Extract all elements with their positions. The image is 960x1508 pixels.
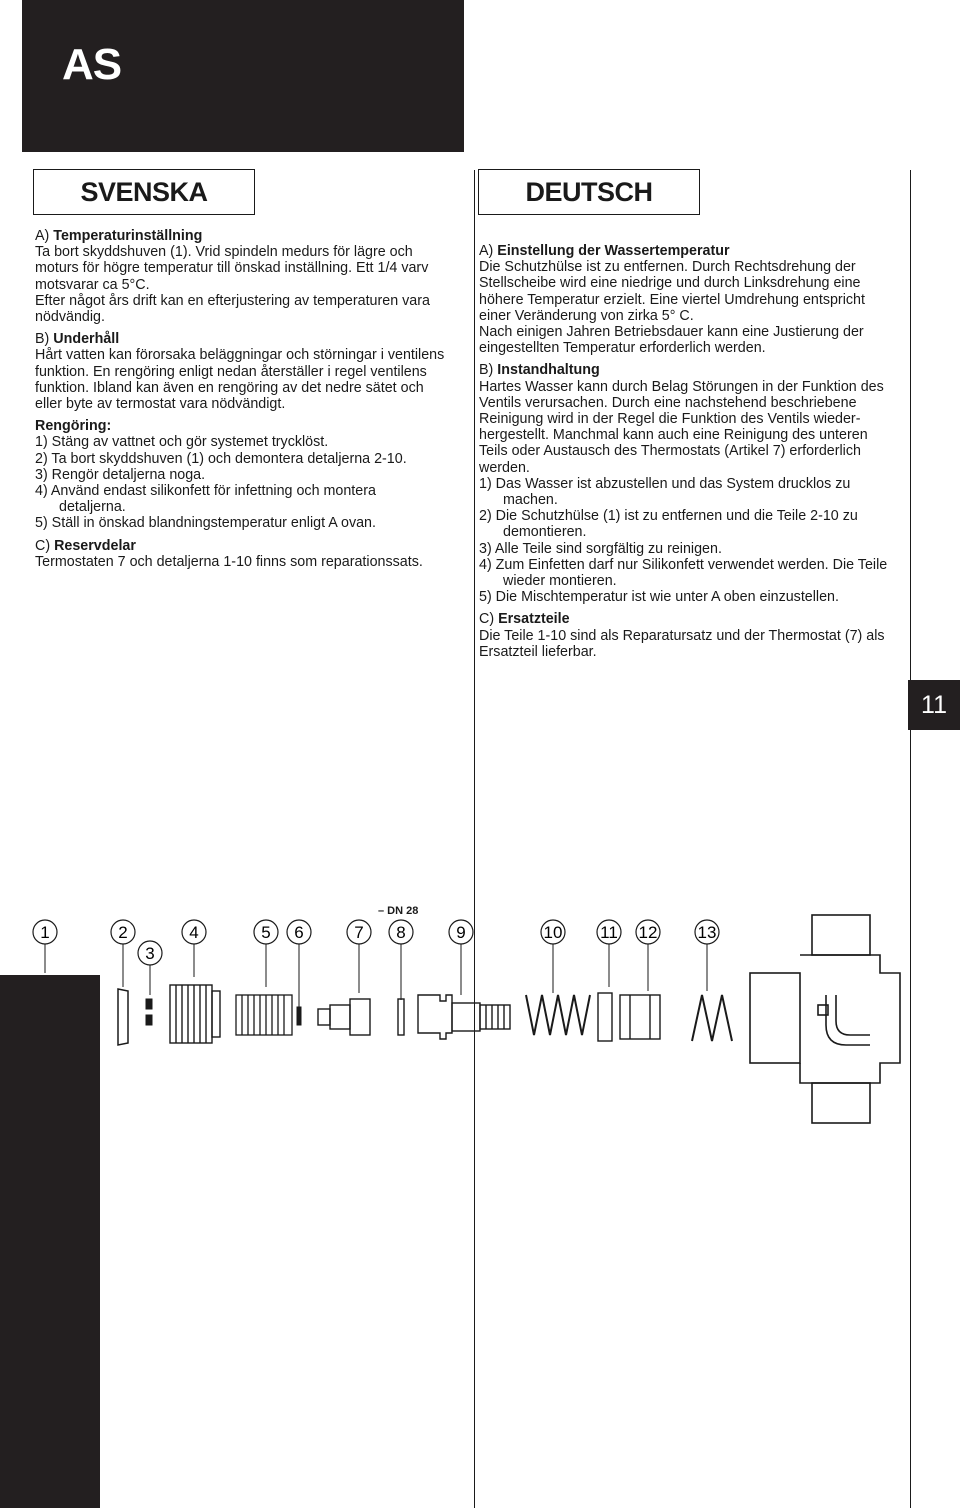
part-2-cap <box>118 989 128 1045</box>
svg-text:3: 3 <box>145 944 155 963</box>
part-8-washer <box>398 999 404 1035</box>
svg-text:1: 1 <box>40 923 50 942</box>
part-label-11 <box>597 920 621 944</box>
step-line: 1) Das Wasser ist abzustellen und das System drucklos zu <box>479 475 851 492</box>
part-13-spring <box>692 995 732 1041</box>
part-6-oring <box>297 1007 301 1025</box>
size-label: – DN 28 <box>378 905 419 917</box>
deutsch-section-b-title: B) Instandhaltung <box>479 362 600 379</box>
part-label-7 <box>347 920 371 944</box>
heading-deutsch: DEUTSCH <box>478 169 700 215</box>
step-line: machen. <box>503 492 558 509</box>
svg-text:2: 2 <box>118 923 128 942</box>
part-4-nut <box>170 985 220 1043</box>
svg-text:6: 6 <box>294 923 304 942</box>
step-line: wieder montieren. <box>503 573 617 590</box>
text-line: motsvarar ca 5°C. <box>35 276 150 293</box>
step-line: 1) Stäng av vattnet och gör systemet trycklöst. <box>35 434 329 451</box>
text-line: Die Teile 1-10 sind als Reparatursatz und der Thermostat (7) als <box>479 627 885 644</box>
svenska-column <box>35 228 465 570</box>
text-line: funktion. En rengöring enligt nedan återställer i regel ventilens <box>35 363 427 380</box>
deutsch-section-a-title: A) Einstellung der Wassertemperatur <box>479 243 730 259</box>
text-line: Efter något års drift kan en efterjustering av temperaturen vara <box>35 292 430 309</box>
part-label-13 <box>695 920 719 944</box>
step-line: 5) Die Mischtemperatur ist wie unter A oben einzustellen. <box>479 589 839 606</box>
text-line: höhere Temperatur erzielt. Eine viertel Umdrehung entspricht <box>479 291 865 308</box>
text-line: funktion. Ibland kan även en rengöring av det nedre sätet och <box>35 379 424 396</box>
step-line: 2) Die Schutzhülse (1) ist zu entfernen und die Teile 2-10 zu <box>479 508 858 525</box>
part-label-5 <box>254 920 278 944</box>
text-line: Termostaten 7 och detaljerna 1-10 finns som reparationssats. <box>35 553 423 570</box>
text-line: hergestellt. Manchmal kann auch eine Reinigung des unteren <box>479 427 868 444</box>
part-12-insert <box>620 995 660 1039</box>
text-line: Reinigung wird in der Regel die Funktion des Ventils wieder- <box>479 411 861 428</box>
part-label-8 <box>389 920 413 944</box>
heading-svenska: SVENSKA <box>33 169 255 215</box>
valve-body <box>750 915 900 1123</box>
text-line: eller byte av termostat vara nödvändigt. <box>35 396 286 413</box>
part-label-4 <box>182 920 206 944</box>
svg-text:13: 13 <box>697 923 717 942</box>
part-label-3 <box>138 941 162 965</box>
part-7-spindle <box>318 999 370 1035</box>
exploded-parts-diagram <box>0 895 960 1508</box>
part-label-2 <box>111 920 135 944</box>
text-line: einer Veränderung von zirka 5° C. <box>479 307 694 324</box>
text-line: Hartes Wasser kann durch Belag Störungen in der Funktion des <box>479 378 884 395</box>
step-line: 2) Ta bort skyddshuven (1) och demontera detaljerna 2-10. <box>35 450 407 467</box>
text-line: Teils oder Austausch des Thermostats (Artikel 7) erforderlich <box>479 443 861 460</box>
text-line: Ersatzteil lieferbar. <box>479 643 597 660</box>
deutsch-section-c-title: C) Ersatzteile <box>479 611 570 628</box>
svg-text:4: 4 <box>189 923 199 942</box>
part-label-9 <box>449 920 473 944</box>
part-9-thermostat <box>418 995 510 1039</box>
text-line: Stellscheibe wird eine niedrige und durch Linksdrehung eine <box>479 275 861 292</box>
text-line: nödvändig. <box>35 309 105 326</box>
svg-text:11: 11 <box>600 923 618 942</box>
part-label-12 <box>636 920 660 944</box>
page-number-tab: 11 <box>908 680 960 730</box>
text-line: Ta bort skyddshuven (1). Vrid spindeln medurs för lägre och <box>35 244 413 261</box>
part-11-seat <box>598 993 612 1041</box>
part-10-spring <box>526 995 590 1035</box>
brand-logo: AS <box>62 40 122 89</box>
text-line: Hårt vatten kan förorsaka beläggningar och störningar i ventilens <box>35 347 445 364</box>
text-line: Die Schutzhülse ist zu entfernen. Durch Rechtsdrehung der <box>479 259 856 276</box>
text-line: Nach einigen Jahren Betriebsdauer kann eine Justierung der <box>479 324 864 341</box>
svg-text:7: 7 <box>354 923 364 942</box>
header-banner <box>22 0 464 152</box>
step-line: 5) Ställ in önskad blandningstemperatur enligt A ovan. <box>35 515 376 532</box>
deutsch-column <box>479 243 904 660</box>
step-line: 4) Använd endast silikonfett för infettning och montera <box>35 483 376 500</box>
text-line: Ventils verursachen. Durch eine nachstehend beschriebene <box>479 394 857 411</box>
step-line: 3) Alle Teile sind sorgfältig zu reinigen. <box>479 540 722 557</box>
svenska-section-c-title: C) Reservdelar <box>35 537 136 554</box>
step-line: 3) Rengör detaljerna noga. <box>35 466 206 483</box>
part-5-sleeve <box>236 995 292 1035</box>
text-line: eingestellten Temperatur erforderlich werden. <box>479 340 766 357</box>
svg-text:9: 9 <box>456 923 466 942</box>
svenska-section-b-title: B) Underhåll <box>35 331 120 348</box>
step-line: detaljerna. <box>59 499 126 516</box>
part-label-10 <box>541 920 565 944</box>
svg-text:10: 10 <box>543 923 563 942</box>
svenska-cleaning-title: Rengöring: <box>35 418 112 435</box>
part-label-6 <box>287 920 311 944</box>
svg-text:5: 5 <box>261 923 271 942</box>
text-line: werden. <box>479 459 530 476</box>
text-line: moturs för högre temperatur till önskad inställning. Ett 1/4 varv <box>35 260 429 277</box>
part-label-1 <box>33 920 57 944</box>
step-line: demontieren. <box>503 524 587 541</box>
svenska-section-a-title: A) Temperaturinställning <box>35 228 203 244</box>
svg-text:12: 12 <box>638 923 658 942</box>
step-line: 4) Zum Einfetten darf nur Silikonfett verwendet werden. Die Teile <box>479 556 888 573</box>
part-3-ring <box>146 999 152 1025</box>
svg-text:8: 8 <box>396 923 406 942</box>
